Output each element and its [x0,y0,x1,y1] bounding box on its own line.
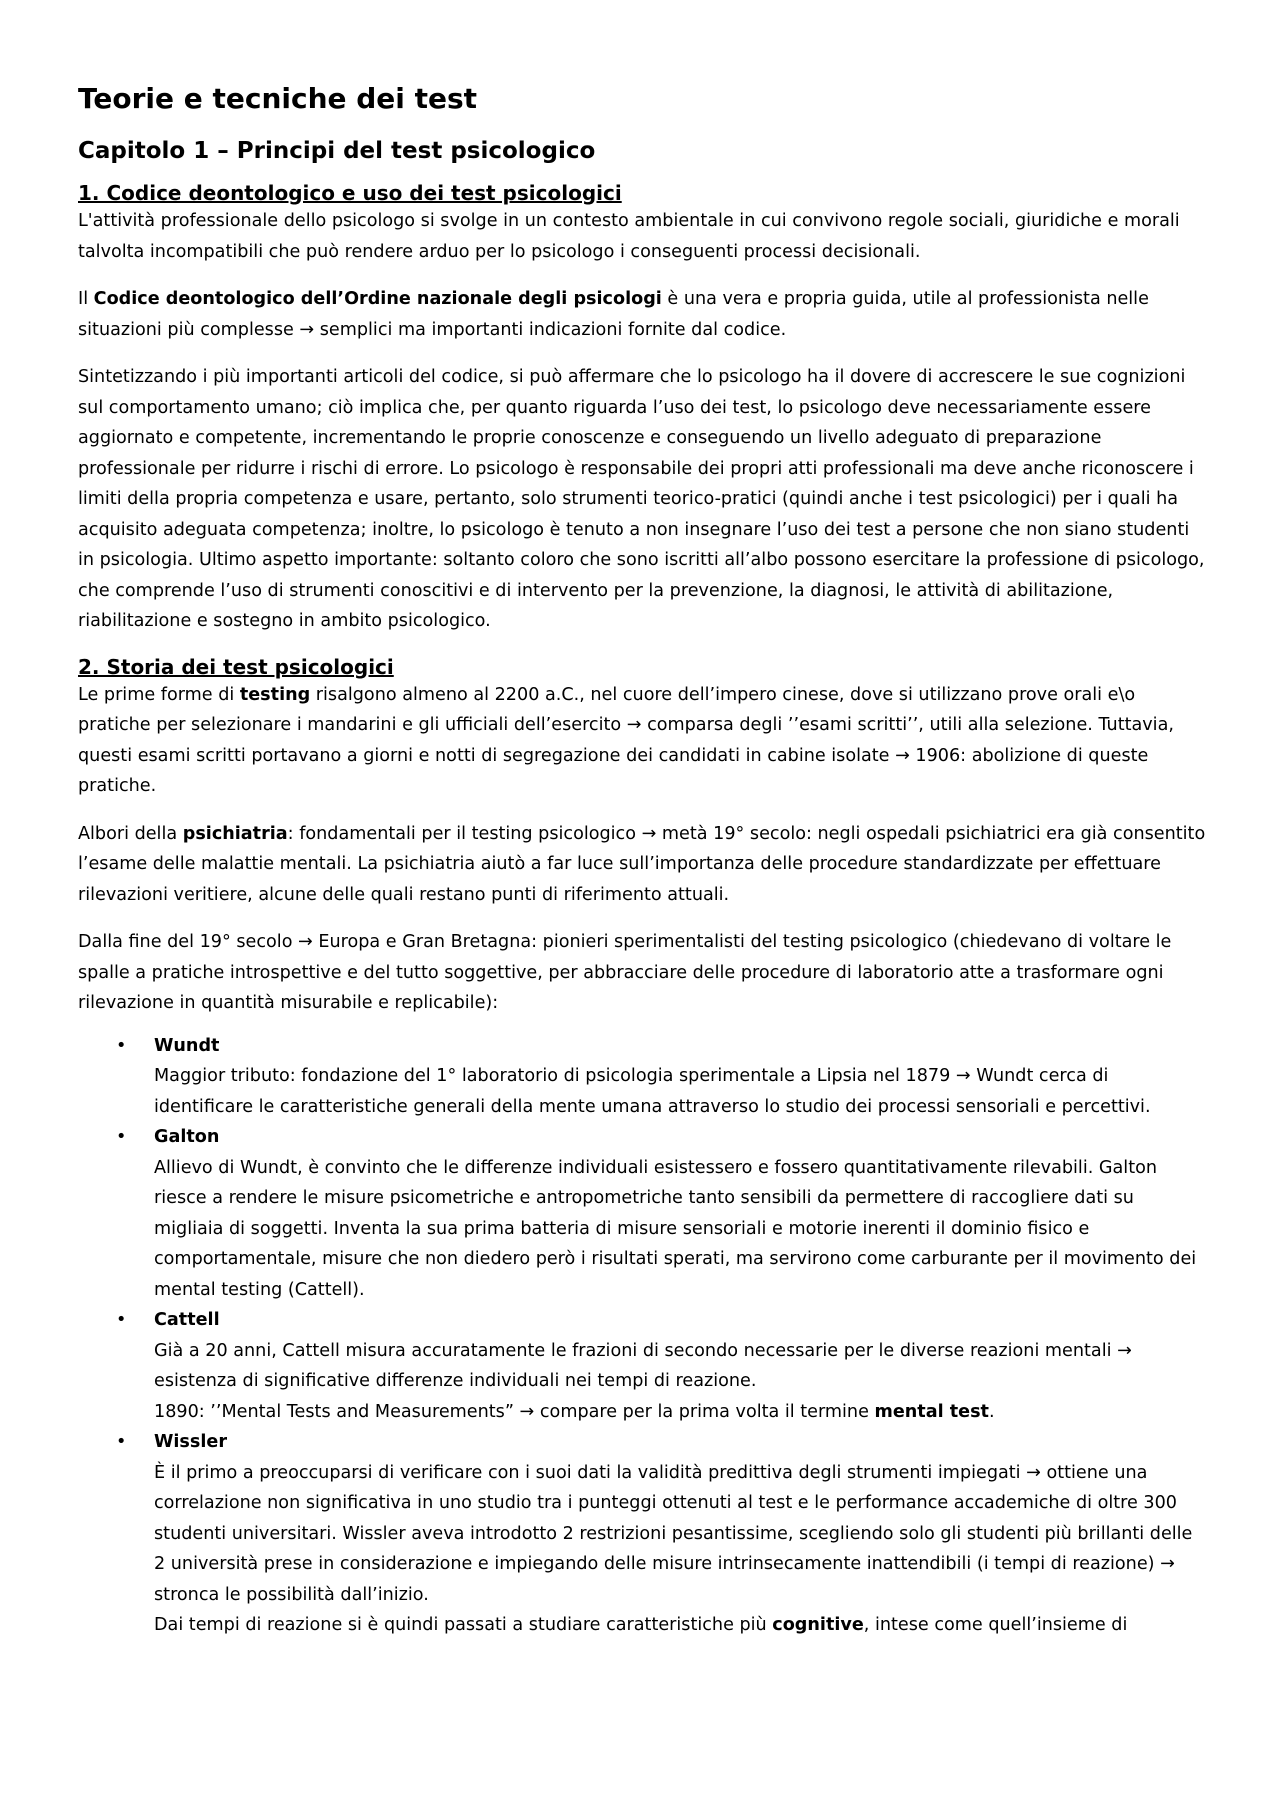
section-codice [78,180,1208,637]
paragraph: L'attività professionale dello psicologo si svolge in un contesto ambientale in cui convivono regole sociali, giuridiche e morali talvolta incompatibili che può rendere arduo per lo psicologo i conseguenti processi decisionali. [78,211,1180,262]
text-span: , intese come quell’insieme di [863,1615,1128,1635]
paragraph: Sintetizzando i più importanti articoli del codice, si può affermare che lo psicologo ha il dovere di accrescere le sue cognizioni sul comportamento umano; ciò implica che, per quanto riguarda l’uso dei test, lo psicologo deve necessariamente essere aggiornato e competente, incrementando le proprie conoscenze e conseguendo un livello adeguato di preparazione professionale per ridurre i rischi di errore. Lo psicologo è responsabile dei propri atti professionali ma deve anche riconoscere i limiti della propria competenza e usare, pertanto, solo strumenti teorico-pratici (quindi anche i test psicologici) per i quali ha acquisito adeguata competenza; inoltre, lo psicologo è tenuto a non insegnare l’uso dei test a persone che non siano studenti in psicologia. Ultimo aspetto importante: soltanto coloro che sono iscritti all’albo possono esercitare la professione di psicologo, che comprende l’uso di strumenti conoscitivi e di intervento per la prevenzione, la diagnosi, le attività di abilitazione, riabilitazione e sostegno in ambito psicologico. [78,367,1205,631]
text-span: . [988,1401,995,1422]
list-item-desc: Già a 20 anni, Cattell misura accuratamente le frazioni di secondo necessarie per le diverse reazioni mentali → esistenza di significative differenze individuali nei tempi di reazione. [154,1340,1132,1391]
list-item-desc [154,1610,1208,1641]
text-span: 1890: ’’Mental Tests and Measurements” → compare per la prima volta il termine [154,1401,875,1422]
bold-text: cognitive [772,1615,864,1635]
list-item-desc: Allievo di Wundt, è convinto che le differenze individuali esistessero e fossero quantitativamente rilevabili. Galton riesce a rendere le misure psicometriche e antropometriche tanto sensibili da permettere di raccogliere dati su migliaia di soggetti. Inventa la sua prima batteria di misure sensoriali e motorie inerenti il dominio fisico e comportamentale, misure che non diedero però i risultati sperati, ma servirono come carburante per il movimento dei mental testing (Cattell). [154,1157,1197,1300]
bold-text: testing [239,684,311,705]
section-heading: 2. Storia dei test psicologici [78,654,394,679]
bullet-icon: • [116,1432,127,1452]
document-page [78,82,1208,1641]
list-item-name: Cattell [154,1310,220,1330]
paragraph [78,680,1208,802]
list-item-name: Wissler [154,1432,228,1452]
section-storia [78,654,1208,1641]
bullet-icon: • [116,1310,127,1330]
list-item-wundt [78,1031,1208,1123]
paragraph: Dalla fine del 19° secolo → Europa e Gran Bretagna: pionieri sperimentalisti del testing psicologico (chiedevano di voltare le spalle a pratiche introspettive e del tutto soggettive, per abbracciare delle procedure di laboratorio atte a trasformare ogni rilevazione in quantità misurabile e replicabile): [78,932,1172,1013]
list-item-wissler [78,1427,1208,1641]
bold-text: psichiatria [182,823,288,844]
document-title: Teorie e tecniche dei test [78,82,478,115]
list-item-desc: È il primo a preoccuparsi di verificare con i suoi dati la validità predittiva degli strumenti impiegati → ottiene una correlazione non significativa in uno studio tra i punteggi ottenuti al test e le performance accademiche di oltre 300 studenti universitari. Wissler aveva introdotto 2 restrizioni pesantissime, scegliendo solo gli studenti più brillanti delle 2 università prese in considerazione e impiegando delle misure intrinsecamente inattendibili (i tempi di reazione) → stronca le possibilità dall’inizio. [154,1462,1193,1605]
paragraph [78,284,1208,345]
list-item-cattell [78,1305,1208,1427]
list-item-desc: Maggior tributo: fondazione del 1° laboratorio di psicologia sperimentale a Lipsia nel 1879 → Wundt cerca di identificare le caratteristiche generali della mente umana attraverso lo studio dei processi sensoriali e percettivi. [154,1066,1151,1117]
list-item-desc [154,1397,1208,1428]
bold-text: mental test [874,1401,989,1422]
list-item-name: Galton [154,1127,220,1147]
chapter-title: Capitolo 1 – Principi del test psicologico [78,138,596,164]
bullet-icon: • [116,1035,127,1056]
text-span: è una vera e propria guida, utile al professionista nelle situazioni più complesse → semplici ma importanti indicazioni fornite dal codice. [78,289,1149,340]
list-item-galton [78,1122,1208,1305]
text-span: : fondamentali per il testing psicologico → metà 19° secolo: negli ospedali psichiatrici era già consentito l’esame delle malattie mentali. La psichiatria aiutò a far luce sull’importanza delle procedure standardizzate per effettuare rilevazioni veritiere, alcune delle quali restano punti di riferimento attuali. [78,823,1206,905]
bold-text: Codice deontologico dell’Ordine nazionale degli psicologi [93,289,662,309]
text-span: Dai tempi di reazione si è quindi passati a studiare caratteristiche più [154,1615,773,1635]
list-item-name: Wundt [154,1035,220,1056]
text-span: risalgono almeno al 2200 a.C., nel cuore dell’impero cinese, dove si utilizzano prove orali e\o pratiche per selezionare i mandarini e gli ufficiali dell’esercito → comparsa degli ’’esami scritti’’, utili alla selezione. Tuttavia, questi esami scritti portavano a giorni e notti di segregazione dei candidati in cabine isolate → 1906: abolizione di queste pratiche. [78,684,1174,796]
paragraph [78,819,1208,911]
section-heading: 1. Codice deontologico e uso dei test psicologici [78,181,622,205]
bullet-icon: • [116,1127,127,1147]
text-span: Albori della [78,823,183,844]
text-span: Le prime forme di [78,684,240,705]
text-span: Il [78,289,94,309]
pioneers-list [78,1031,1208,1641]
